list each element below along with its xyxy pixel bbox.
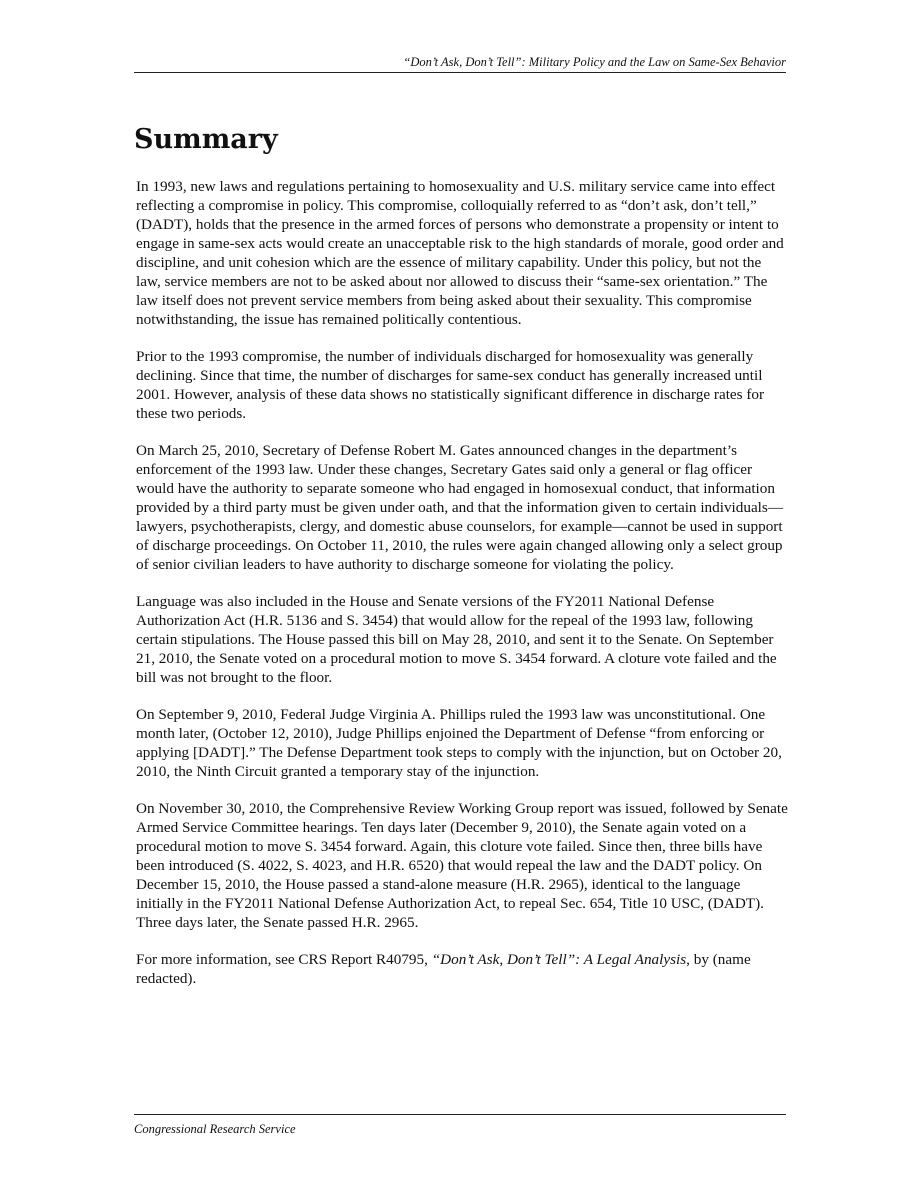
paragraph-1: In 1993, new laws and regulations pertaining to homosexuality and U.S. military service came into effect reflecting a compromise in policy. This compromise, colloquially referred to as “don’t ask, don’t tell,” (DADT), holds that the presence in the armed forces of persons who demonstrate a propensity or intent to engage in same-sex acts would create an unacceptable risk to the high standards of morale, good order and discipline, and unit cohesion which are the essence of military capability. Under this policy, but not the law, service members are not to be asked about nor allowed to discuss their “same-sex orientation.” The law itself does not prevent service members from being asked about their sexuality. This compromise notwithstanding, the issue has remained politically contentious. (136, 178, 784, 328)
running-header-title: “Don’t Ask, Don’t Tell”: Military Policy and the Law on Same-Sex Behavior (403, 55, 786, 69)
page-footer (134, 1114, 786, 1137)
more-info-suffix: , by (name redacted). (136, 951, 751, 987)
more-info-paragraph (136, 950, 788, 988)
paragraph-4: Language was also included in the House and Senate versions of the FY2011 National Defense Authorization Act (H.R. 5136 and S. 3454) that would allow for the repeal of the 1993 law, following certain stipulations. The House passed this bill on May 28, 2010, and sent it to the Senate. On September 21, 2010, the Senate voted on a procedural motion to move S. 3454 forward. A cloture vote failed and the bill was not brought to the floor. (136, 593, 777, 686)
paragraph-3: On March 25, 2010, Secretary of Defense Robert M. Gates announced changes in the department’s enforcement of the 1993 law. Under these changes, Secretary Gates said only a general or flag officer would have the authority to separate someone who had engaged in homosexual conduct, that information provided by a third party must be given under oath, and that the information given to certain individuals—lawyers, psychotherapists, clergy, and domestic abuse counselors, for example—cannot be used in support of discharge proceedings. On October 11, 2010, the rules were again changed allowing only a select group of senior civilian leaders to have authority to discharge someone for violating the policy. (136, 442, 784, 573)
summary-body (136, 177, 788, 1006)
paragraph-5: On September 9, 2010, Federal Judge Virginia A. Phillips ruled the 1993 law was unconstitutional. One month later, (October 12, 2010), Judge Phillips enjoined the Department of Defense “from enforcing or applying [DADT].” The Defense Department took steps to comply with the injunction, but on October 20, 2010, the Ninth Circuit granted a temporary stay of the injunction. (136, 706, 782, 780)
running-header (134, 54, 786, 73)
page-title: Summary (134, 124, 278, 155)
paragraph-2: Prior to the 1993 compromise, the number of individuals discharged for homosexuality was generally declining. Since that time, the number of discharges for same-sex conduct has generally increased until 2001. However, analysis of these data shows no statistically significant difference in discharge rates for these two periods. (136, 348, 765, 422)
paragraph-6: On November 30, 2010, the Comprehensive Review Working Group report was issued, followed by Senate Armed Service Committee hearings. Ten days later (December 9, 2010), the Senate again voted on a procedural motion to move S. 3454 forward. Again, this cloture vote failed. Since then, three bills have been introduced (S. 4022, S. 4023, and H.R. 6520) that would repeal the law and the DADT policy. On December 15, 2010, the House passed a stand-alone measure (H.R. 2965), identical to the language initially in the FY2011 National Defense Authorization Act, to repeal Sec. 654, Title 10 USC, (DADT). Three days later, the Senate passed H.R. 2965. (136, 800, 788, 931)
report-title: “Don’t Ask, Don’t Tell”: A Legal Analysis (431, 951, 687, 968)
footer-publisher: Congressional Research Service (134, 1122, 296, 1136)
more-info-prefix: For more information, see CRS Report R40795, (136, 951, 432, 968)
